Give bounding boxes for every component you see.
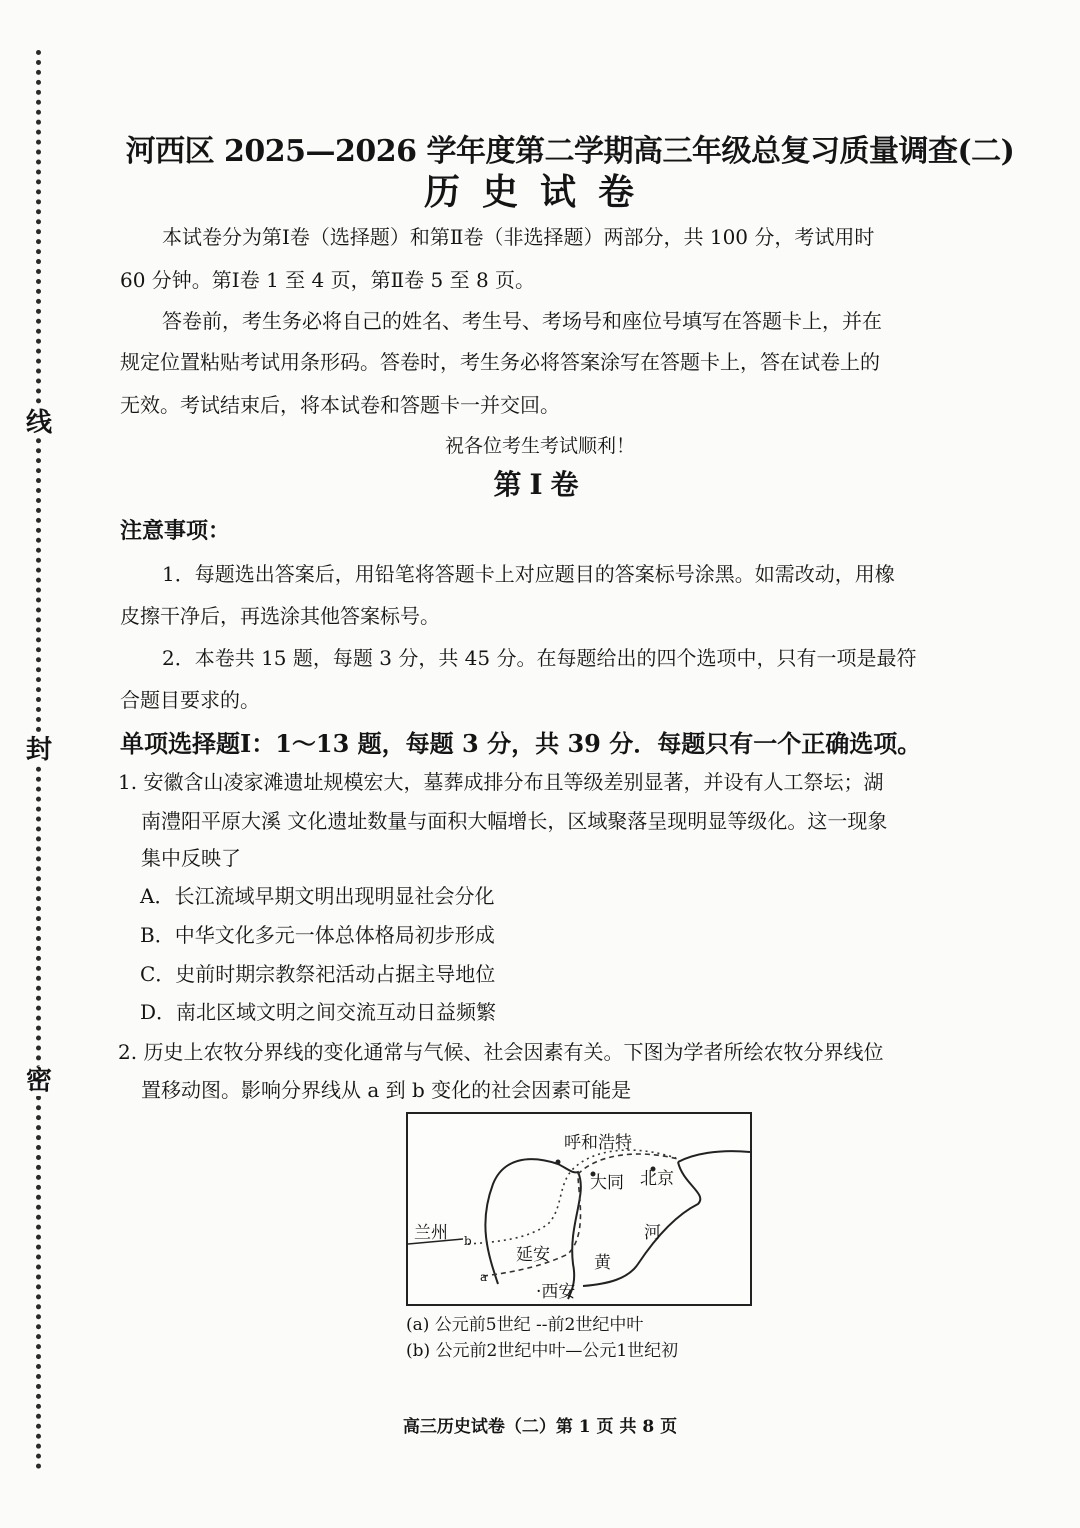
- q2-stem-line: 2. 历史上农牧分界线的变化通常与气候、社会因素有关。下图为学者所绘农牧分界线位: [118, 1040, 884, 1064]
- q1-stem-line: 南澧阳平原大溪 文化遗址数量与面积大幅增长，区域聚落呈现明显等级化。这一现象: [141, 809, 888, 833]
- map-label-huhehaote: 呼和浩特: [564, 1133, 632, 1153]
- intro-line: 本试卷分为第Ⅰ卷（选择题）和第Ⅱ卷（非选择题）两部分，共 100 分，考试用时: [162, 225, 875, 249]
- q1-option-b: B．中华文化多元一体总体格局初步形成: [140, 923, 495, 947]
- map-caption-a: (a) 公元前5世纪 --前2世纪中叶: [406, 1315, 644, 1335]
- intro-line: 60 分钟。第Ⅰ卷 1 至 4 页，第Ⅱ卷 5 至 8 页。: [120, 268, 536, 292]
- section-title: 第Ⅰ卷: [493, 468, 587, 501]
- page-footer: 高三历史试卷（二）第 1 页 共 8 页: [402, 1417, 678, 1437]
- intro-line: 无效。考试结束后，将本试卷和答题卡一并交回。: [120, 393, 560, 417]
- blessing: 祝各位考生考试顺利！: [444, 435, 635, 457]
- q1-option-c: C．史前时期宗教祭祀活动占据主导地位: [140, 962, 496, 986]
- exam-title: 河西区 2025—2026 学年度第二学期高三年级总复习质量调查(二): [125, 134, 1015, 169]
- binding-label-feng: 封: [25, 735, 52, 765]
- map-label-he: 河: [644, 1223, 661, 1243]
- intro-line: 答卷前，考生务必将自己的姓名、考生号、考场号和座位号填写在答题卡上，并在: [162, 309, 882, 333]
- map-label-a: a: [480, 1270, 488, 1284]
- map-label-xian: ·西安: [536, 1282, 576, 1302]
- part-heading: 单项选择题Ⅰ：1～13 题，每题 3 分，共 39 分．每题只有一个正确选项。: [120, 729, 922, 758]
- intro-line: 规定位置粘贴考试用条形码。答卷时，考生务必将答案涂写在答题卡上，答在试卷上的: [120, 350, 880, 374]
- map-caption-b: (b) 公元前2世纪中叶—公元1世纪初: [406, 1341, 679, 1361]
- map-label-huang: 黄: [594, 1253, 611, 1273]
- map-label-yanan: 延安: [516, 1245, 550, 1265]
- map-label-b: b: [464, 1234, 472, 1248]
- notes-line: 2．本卷共 15 题，每题 3 分，共 45 分。在每题给出的四个选项中，只有一项是最符: [162, 646, 917, 670]
- city-dot-huhehaote: [556, 1160, 561, 1165]
- q1-stem-line: 1. 安徽含山凌家滩遗址规模宏大，墓葬成排分布且等级差别显著，并设有人工祭坛；湖: [118, 770, 884, 794]
- binding-label-xian: 线: [25, 408, 52, 438]
- notes-heading: 注意事项：: [120, 518, 231, 544]
- binding-label-mi: 密: [25, 1066, 52, 1096]
- notes-line: 皮擦干净后，再选涂其他答案标号。: [120, 604, 440, 628]
- notes-line: 合题目要求的。: [120, 688, 260, 712]
- q2-stem-line: 置移动图。影响分界线从 a 到 b 变化的社会因素可能是: [141, 1078, 632, 1102]
- map-figure: [406, 1112, 752, 1306]
- q1-option-a: A．长江流域早期文明出现明显社会分化: [140, 884, 495, 908]
- q1-option-d: D．南北区域文明之间交流互动日益频繁: [140, 1000, 497, 1024]
- q1-stem-line: 集中反映了: [141, 846, 241, 870]
- map-label-datong: 大同: [590, 1173, 624, 1193]
- exam-subtitle: 历史试卷: [423, 171, 656, 213]
- map-label-beijing: 北京: [640, 1169, 674, 1189]
- map-label-lanzhou: 兰州: [414, 1223, 448, 1243]
- notes-line: 1．每题选出答案后，用铅笔将答题卡上对应题目的答案标号涂黑。如需改动，用橡: [162, 562, 895, 586]
